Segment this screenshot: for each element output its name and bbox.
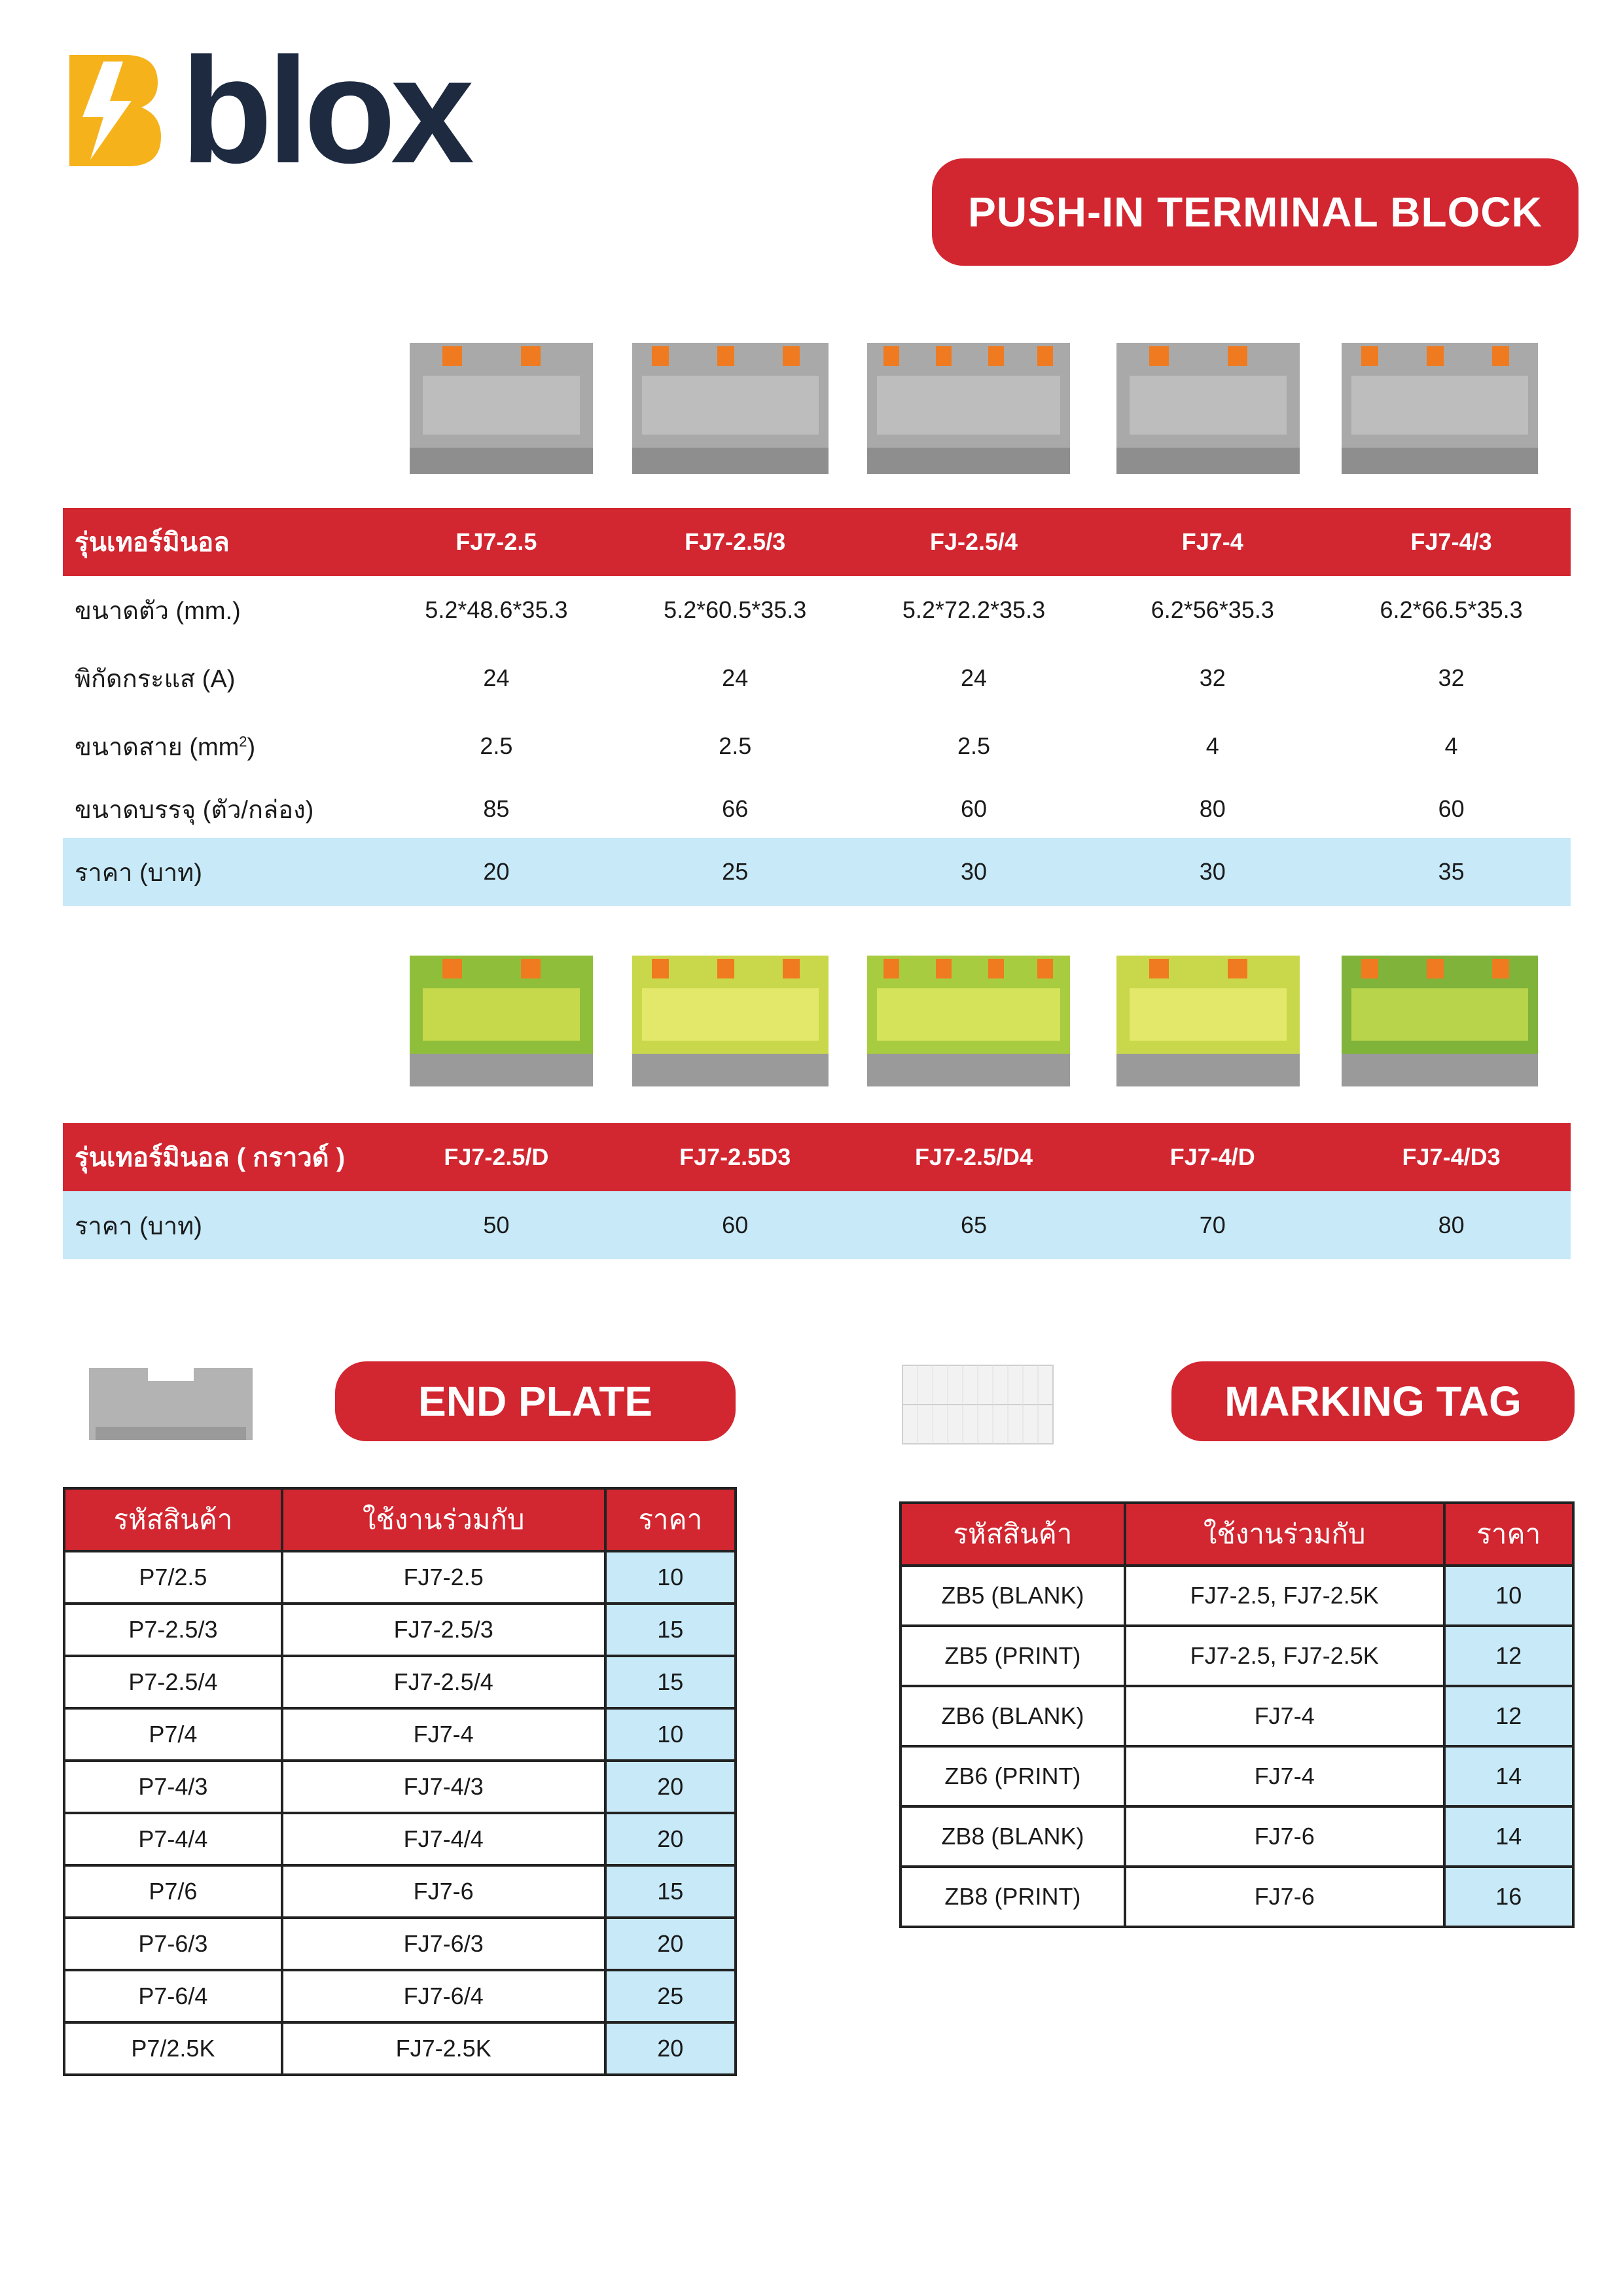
table-row xyxy=(901,1746,1573,1806)
row-label: ขนาดบรรจุ (ตัว/กล่อง) xyxy=(75,796,314,824)
table-row xyxy=(901,1806,1573,1867)
cell-price: 20 xyxy=(605,1813,736,1865)
cell: 4 xyxy=(1444,732,1458,759)
header-label: รุ่นเทอร์มินอล xyxy=(75,528,230,557)
cell-code: P7-6/4 xyxy=(64,1970,282,2022)
marking-tag-image xyxy=(899,1359,1056,1450)
cell-price: 20 xyxy=(605,1761,736,1813)
table-row xyxy=(64,1813,736,1865)
cell-code: P7-2.5/4 xyxy=(64,1656,282,1708)
header-code: รหัสสินค้า xyxy=(64,1488,282,1551)
terminal-image-fj7-2.5-3 xyxy=(626,317,835,487)
row-label: ขนาดตัว (mm.) xyxy=(75,597,241,625)
price-row xyxy=(63,1191,1571,1259)
cell-price: 15 xyxy=(605,1656,736,1708)
terminal-image-fj7-2.5-d4 xyxy=(864,929,1073,1100)
price-row xyxy=(63,838,1571,906)
header-compatible: ใช้งานร่วมกับ xyxy=(282,1488,605,1551)
row-label: พิกัดกระแส (A) xyxy=(75,665,236,693)
price-cell: 30 xyxy=(960,858,988,885)
cell: 2.5 xyxy=(719,732,752,759)
brand-wordmark: blox xyxy=(181,26,469,194)
cell-price: 10 xyxy=(605,1708,736,1761)
cell-price: 10 xyxy=(605,1551,736,1604)
header-model: FJ7-4/D xyxy=(1169,1143,1255,1170)
cell: 5.2*72.2*35.3 xyxy=(902,596,1046,623)
cell: 2.5 xyxy=(957,732,991,759)
cell-code: ZB5 (PRINT) xyxy=(901,1626,1125,1686)
row-label-text: ขนาดสาย (mm xyxy=(75,733,240,761)
table-row xyxy=(64,1604,736,1656)
table-row xyxy=(901,1686,1573,1746)
cell-code: P7-4/4 xyxy=(64,1813,282,1865)
cell-price: 15 xyxy=(605,1865,736,1918)
header-label: รุ่นเทอร์มินอล ( กราวด์ ) xyxy=(75,1143,346,1172)
terminal-image-fj-2.5-4 xyxy=(864,317,1073,487)
header-price: ราคา xyxy=(1444,1503,1573,1566)
header-model: FJ7-4 xyxy=(1181,528,1243,555)
cell-price: 12 xyxy=(1444,1626,1573,1686)
cell: 2.5 xyxy=(480,732,513,759)
header-model: FJ7-2.5D3 xyxy=(679,1143,791,1170)
table-row xyxy=(64,1761,736,1813)
cell-compatible: FJ7-6 xyxy=(1125,1806,1444,1867)
cell: 60 xyxy=(1438,795,1465,822)
end-plate-table xyxy=(63,1487,737,2076)
cell-compatible: FJ7-2.5, FJ7-2.5K xyxy=(1125,1626,1444,1686)
terminal-image-fj7-4 xyxy=(1103,317,1313,487)
header-model: FJ-2.5/4 xyxy=(929,528,1018,555)
terminal-image-fj7-4-d xyxy=(1103,929,1313,1100)
cell-compatible: FJ7-6/4 xyxy=(282,1970,605,2022)
table-row xyxy=(63,644,1571,712)
cell-compatible: FJ7-2.5/4 xyxy=(282,1656,605,1708)
cell-price: 15 xyxy=(605,1604,736,1656)
header-model: FJ7-2.5/D4 xyxy=(914,1143,1033,1170)
lightning-b-logo-icon xyxy=(63,55,161,166)
cell-price: 14 xyxy=(1444,1746,1573,1806)
ground-terminal-images xyxy=(63,929,1571,1100)
header-model: FJ7-4/3 xyxy=(1410,528,1492,555)
table-row xyxy=(901,1626,1573,1686)
table-row xyxy=(63,780,1571,838)
terminal-image-fj7-2.5-d xyxy=(397,929,606,1100)
cell-compatible: FJ7-2.5/3 xyxy=(282,1604,605,1656)
price-cell: 65 xyxy=(960,1211,988,1238)
header-code: รหัสสินค้า xyxy=(901,1503,1125,1566)
cell-price: 14 xyxy=(1444,1806,1573,1867)
cell-price: 20 xyxy=(605,2022,736,2075)
table-row xyxy=(64,1918,736,1970)
ground-table xyxy=(63,1123,1571,1259)
cell-compatible: FJ7-4 xyxy=(1125,1746,1444,1806)
price-cell: 70 xyxy=(1199,1211,1226,1238)
spec-table-header xyxy=(63,508,1571,576)
table-row xyxy=(901,1867,1573,1927)
cell-price: 20 xyxy=(605,1918,736,1970)
cell: 24 xyxy=(483,664,510,691)
grey-terminal-images xyxy=(63,317,1571,487)
cell-compatible: FJ7-2.5 xyxy=(282,1551,605,1604)
cell-compatible: FJ7-6 xyxy=(1125,1867,1444,1927)
table-row xyxy=(64,1970,736,2022)
brand-logo xyxy=(63,26,469,194)
cell-compatible: FJ7-6/3 xyxy=(282,1918,605,1970)
price-cell: 20 xyxy=(483,858,510,885)
ground-table-header xyxy=(63,1123,1571,1191)
marking-tag-table xyxy=(899,1501,1575,1928)
cell-compatible: FJ7-4/4 xyxy=(282,1813,605,1865)
price-cell: 30 xyxy=(1199,858,1226,885)
price-cell: 50 xyxy=(483,1211,510,1238)
cell: 85 xyxy=(483,795,510,822)
cell-code: P7/4 xyxy=(64,1708,282,1761)
table-row xyxy=(901,1566,1573,1626)
cell: 66 xyxy=(722,795,749,822)
cell-code: ZB5 (BLANK) xyxy=(901,1566,1125,1626)
row-label: ราคา (บาท) xyxy=(75,1212,202,1240)
cell-compatible: FJ7-4 xyxy=(282,1708,605,1761)
cell: 24 xyxy=(960,664,988,691)
price-cell: 80 xyxy=(1438,1211,1465,1238)
cell-code: P7/2.5K xyxy=(64,2022,282,2075)
table-header-row xyxy=(64,1488,736,1551)
row-label-superscript: 2 xyxy=(239,732,247,749)
cell: 80 xyxy=(1199,795,1226,822)
table-header-row xyxy=(901,1503,1573,1566)
cell-code: P7-6/3 xyxy=(64,1918,282,1970)
header-model: FJ7-2.5/D xyxy=(444,1143,549,1170)
cell: 24 xyxy=(722,664,749,691)
end-plate-title: END PLATE xyxy=(335,1361,736,1441)
terminal-image-fj7-4-3 xyxy=(1335,317,1544,487)
price-cell: 25 xyxy=(722,858,749,885)
cell: 4 xyxy=(1205,732,1219,759)
cell-code: P7/2.5 xyxy=(64,1551,282,1604)
cell: 60 xyxy=(960,795,988,822)
row-label-end: ) xyxy=(247,733,256,761)
table-row xyxy=(64,1656,736,1708)
cell: 6.2*56*35.3 xyxy=(1150,596,1274,623)
cell-code: P7/6 xyxy=(64,1865,282,1918)
cell: 5.2*60.5*35.3 xyxy=(664,596,807,623)
table-row xyxy=(63,712,1571,780)
cell-code: ZB8 (BLANK) xyxy=(901,1806,1125,1867)
cell-code: ZB6 (BLANK) xyxy=(901,1686,1125,1746)
page-title: PUSH-IN TERMINAL BLOCK xyxy=(932,158,1578,266)
cell-compatible: FJ7-2.5, FJ7-2.5K xyxy=(1125,1566,1444,1626)
terminal-image-fj7-4-d3 xyxy=(1335,929,1544,1100)
cell-compatible: FJ7-4 xyxy=(1125,1686,1444,1746)
cell: 6.2*66.5*35.3 xyxy=(1380,596,1523,623)
price-cell: 60 xyxy=(722,1211,749,1238)
header-price: ราคา xyxy=(605,1488,736,1551)
spec-table xyxy=(63,508,1571,906)
cell-code: ZB6 (PRINT) xyxy=(901,1746,1125,1806)
cell: 32 xyxy=(1199,664,1226,691)
table-row xyxy=(63,576,1571,644)
table-row xyxy=(64,1865,736,1918)
header-compatible: ใช้งานร่วมกับ xyxy=(1125,1503,1444,1566)
header-model: FJ7-2.5 xyxy=(455,528,537,555)
cell: 5.2*48.6*35.3 xyxy=(425,596,568,623)
table-row xyxy=(64,1551,736,1604)
cell-price: 25 xyxy=(605,1970,736,2022)
terminal-image-fj7-2.5d3 xyxy=(626,929,835,1100)
header-model: FJ7-2.5/3 xyxy=(685,528,786,555)
cell-compatible: FJ7-6 xyxy=(282,1865,605,1918)
table-row xyxy=(64,1708,736,1761)
table-row xyxy=(64,2022,736,2075)
cell-price: 12 xyxy=(1444,1686,1573,1746)
cell-price: 16 xyxy=(1444,1867,1573,1927)
header-model: FJ7-4/D3 xyxy=(1402,1143,1501,1170)
terminal-image-fj7-2.5 xyxy=(397,317,606,487)
price-cell: 35 xyxy=(1438,858,1465,885)
cell-price: 10 xyxy=(1444,1566,1573,1626)
cell: 32 xyxy=(1438,664,1465,691)
cell-compatible: FJ7-4/3 xyxy=(282,1761,605,1813)
cell-code: ZB8 (PRINT) xyxy=(901,1867,1125,1927)
marking-tag-title: MARKING TAG xyxy=(1171,1361,1575,1441)
row-label: ราคา (บาท) xyxy=(75,859,202,887)
cell-code: P7-4/3 xyxy=(64,1761,282,1813)
cell-code: P7-2.5/3 xyxy=(64,1604,282,1656)
end-plate-image xyxy=(82,1355,259,1453)
row-label xyxy=(63,726,377,766)
cell-compatible: FJ7-2.5K xyxy=(282,2022,605,2075)
